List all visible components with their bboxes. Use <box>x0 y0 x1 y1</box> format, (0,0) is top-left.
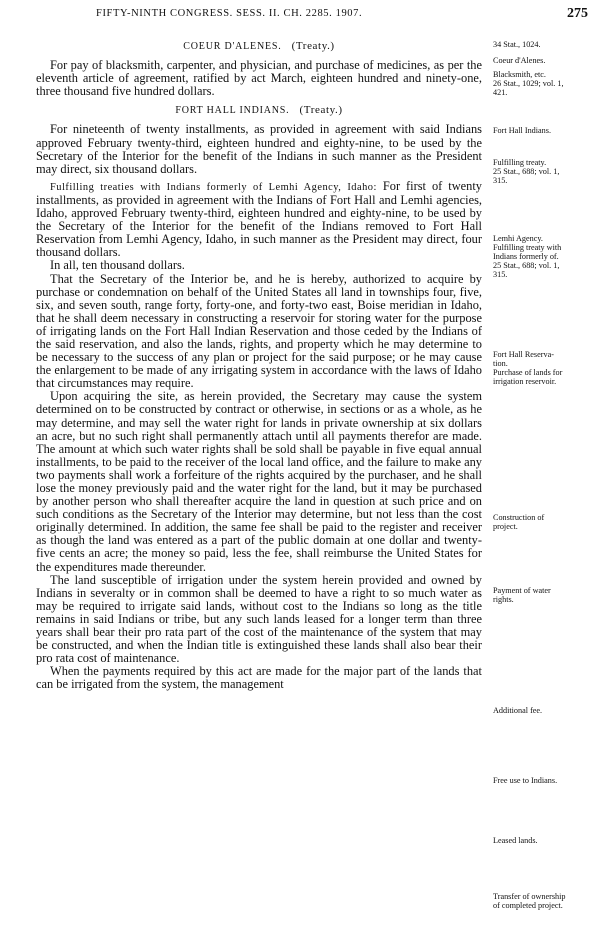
paragraph-lemhi <box>36 180 482 260</box>
margin-note-construction <box>493 513 595 531</box>
margin-note-line: Fulfilling treaty with <box>493 243 562 252</box>
margin-note-line: Fort Hall Indians. <box>493 126 551 135</box>
margin-note-leased <box>493 836 595 845</box>
margin-note-line: Additional fee. <box>493 706 543 715</box>
heading-tag: (Treaty.) <box>291 40 335 52</box>
margin-note-line: Indians formerly of. <box>493 252 559 261</box>
margin-note-transfer <box>493 892 595 910</box>
margin-note-line: tion. <box>493 359 508 368</box>
paragraph-irrigation: The land susceptible of irrigation under the system herein provided and owned by Indians in severalty or in common shall be deemed to have a right to so much water as may be required to irrigate said lands, without cost to the Indians so long as the title remains in said Indians or tribe, but any such lands leased for a longer term than three years shall bear their pro rata part of the cost of the maintenance of the system that may be constructed, and when the Indian title is extinguished these lands shall also bear their pro rata cost of maintenance. <box>36 572 482 666</box>
margin-note-line: irrigation reservoir. <box>493 377 557 386</box>
margin-note-line: Blacksmith, etc. <box>493 70 546 79</box>
paragraph-construction: Upon acquiring the site, as herein provided, the Secretary may cause the system determined on to be constructed by contract or otherwise, in sections or as a whole, as he may determine, and may sell the water right for lands in private ownership at six dollars an acre, but no such right shall permanently attach until all payments therefor are made. The amount at which such water rights shall be sold shall be payable in five equal annual installments, to be paid to the receiver of the local land office, and the failure to make any two payments shall work a forfeiture of the rights acquired by the purchaser, and he shall lose the money previously paid and the water right for the land, but it may be purchased by another person who shall thereafter acquire the land in question at such price and on such conditions as the Secretary of the Interior may determine, but not less than the cost originally determined. In addition, the same fee shall be paid to the register and receiver as though the land was entered as a part of the public domain at one dollar and twenty-five cents an acre; the money so paid, less the fee, shall reimburse the United States for the expenditures made thereunder. <box>36 389 482 574</box>
margin-note-lemhi <box>493 234 595 279</box>
margin-note-line: Coeur d'Alenes. <box>493 56 546 65</box>
heading-name: FORT HALL INDIANS. <box>175 105 290 117</box>
body-text <box>36 34 482 692</box>
heading-tag: (Treaty.) <box>299 104 343 117</box>
margin-note-line: Transfer of ownership <box>493 892 566 901</box>
margin-note-reservation <box>493 350 595 386</box>
margin-note-line: Construction of <box>493 513 545 522</box>
margin-note-line: Leased lands. <box>493 836 538 845</box>
paragraph-final: When the payments required by this act are made for the major part of the lands that can be irrigated from the system, the management <box>36 664 482 692</box>
margin-note-additional-fee <box>493 706 595 715</box>
section-heading-coeur-d-alenes <box>36 40 482 53</box>
margin-note-line: Payment of water <box>493 586 551 595</box>
margin-note-payment <box>493 586 595 604</box>
lemhi-text: For first of twenty installments, as provided in agreement with the Indians of Fort Hall and Lemhi agencies, Idaho, approved February twenty-third, eighteen hundred and eighty-nine, to be used by the Secretary of the Interior for the benefit of the Indians removed to Fort Hall Reservation from Lemhi Agency, Idaho, in such manner as the President may direct, four thousand dollars. <box>36 178 482 260</box>
margin-note-fort-hall <box>493 126 595 135</box>
margin-note-line: 315. <box>493 270 508 279</box>
running-title: FIFTY-NINTH CONGRESS. SESS. II. CH. 2285. 1907. <box>96 8 363 19</box>
paragraph-reservoir: That the Secretary of the Interior be, and he is hereby, authorized to acquire by purchase or condemnation on behalf of the United States all land in townships four, five, six, and seven south, range forty, forty-one, and forty-two east, Boise meridian in Idaho, that he shall deem necessary in constructing a reservoir for storing water for the purpose of irrigating lands on the Fort Hall Indian Reservation and those ceded by the Indians of the said reservation, and also the lands, rights, and property which he may determine to be necessary to the success of any plan or project for the said purpose; or he may cause the enlargement to be made of any irrigating system in accordance with the laws of Idaho that circumstances may require. <box>36 271 482 391</box>
heading-name: COEUR D'ALENES. <box>183 41 282 52</box>
margin-note-line: project. <box>493 522 518 531</box>
margin-note-line: Fort Hall Reserva- <box>493 350 554 359</box>
margin-note-line: Purchase of lands for <box>493 368 563 377</box>
margin-note-fulfilling <box>493 158 595 185</box>
margin-note-line: rights. <box>493 595 514 604</box>
page-number: 275 <box>567 6 588 21</box>
paragraph-total: In all, ten thousand dollars. <box>50 258 185 273</box>
margin-note-blacksmith <box>493 70 595 97</box>
paragraph-fort-hall: For nineteenth of twenty installments, as provided in agreement with said Indians approved February twenty-third, eighteen hundred and eighty-nine, to be used by the Secretary of the Interior for the benefit of the Indians in such manner as the President may direct, six thousand dollars. <box>36 122 482 176</box>
margin-note-line: 315. <box>493 176 508 185</box>
margin-note-citation <box>493 40 595 49</box>
lemhi-lead: Fulfilling treaties with Indians formerly of Lemhi Agency, Idaho: <box>50 181 377 193</box>
margin-note-line: 26 Stat., 1029; vol. 1, <box>493 79 564 88</box>
margin-note-line: Fulfilling treaty. <box>493 158 547 167</box>
margin-note-line: Lemhi Agency. <box>493 234 543 243</box>
margin-note-free-use <box>493 776 595 785</box>
paragraph-coeur-d-alenes: For pay of blacksmith, carpenter, and physician, and purchase of medicines, as per the eleventh article of agreement, ratified by act March, eighteen hundred and ninety-one, three thousand five hundred dollars. <box>36 58 482 99</box>
running-head <box>36 6 588 24</box>
margin-note-line: 25 Stat., 688; vol. 1, <box>493 167 560 176</box>
margin-note-line: of completed project. <box>493 901 563 910</box>
section-heading-fort-hall <box>36 104 482 117</box>
margin-note-coeur <box>493 56 595 65</box>
margin-note-line: 34 Stat., 1024. <box>493 40 541 49</box>
margin-note-line: 25 Stat., 688; vol. 1, <box>493 261 560 270</box>
margin-note-line: Free use to Indians. <box>493 776 558 785</box>
margin-note-line: 421. <box>493 88 508 97</box>
